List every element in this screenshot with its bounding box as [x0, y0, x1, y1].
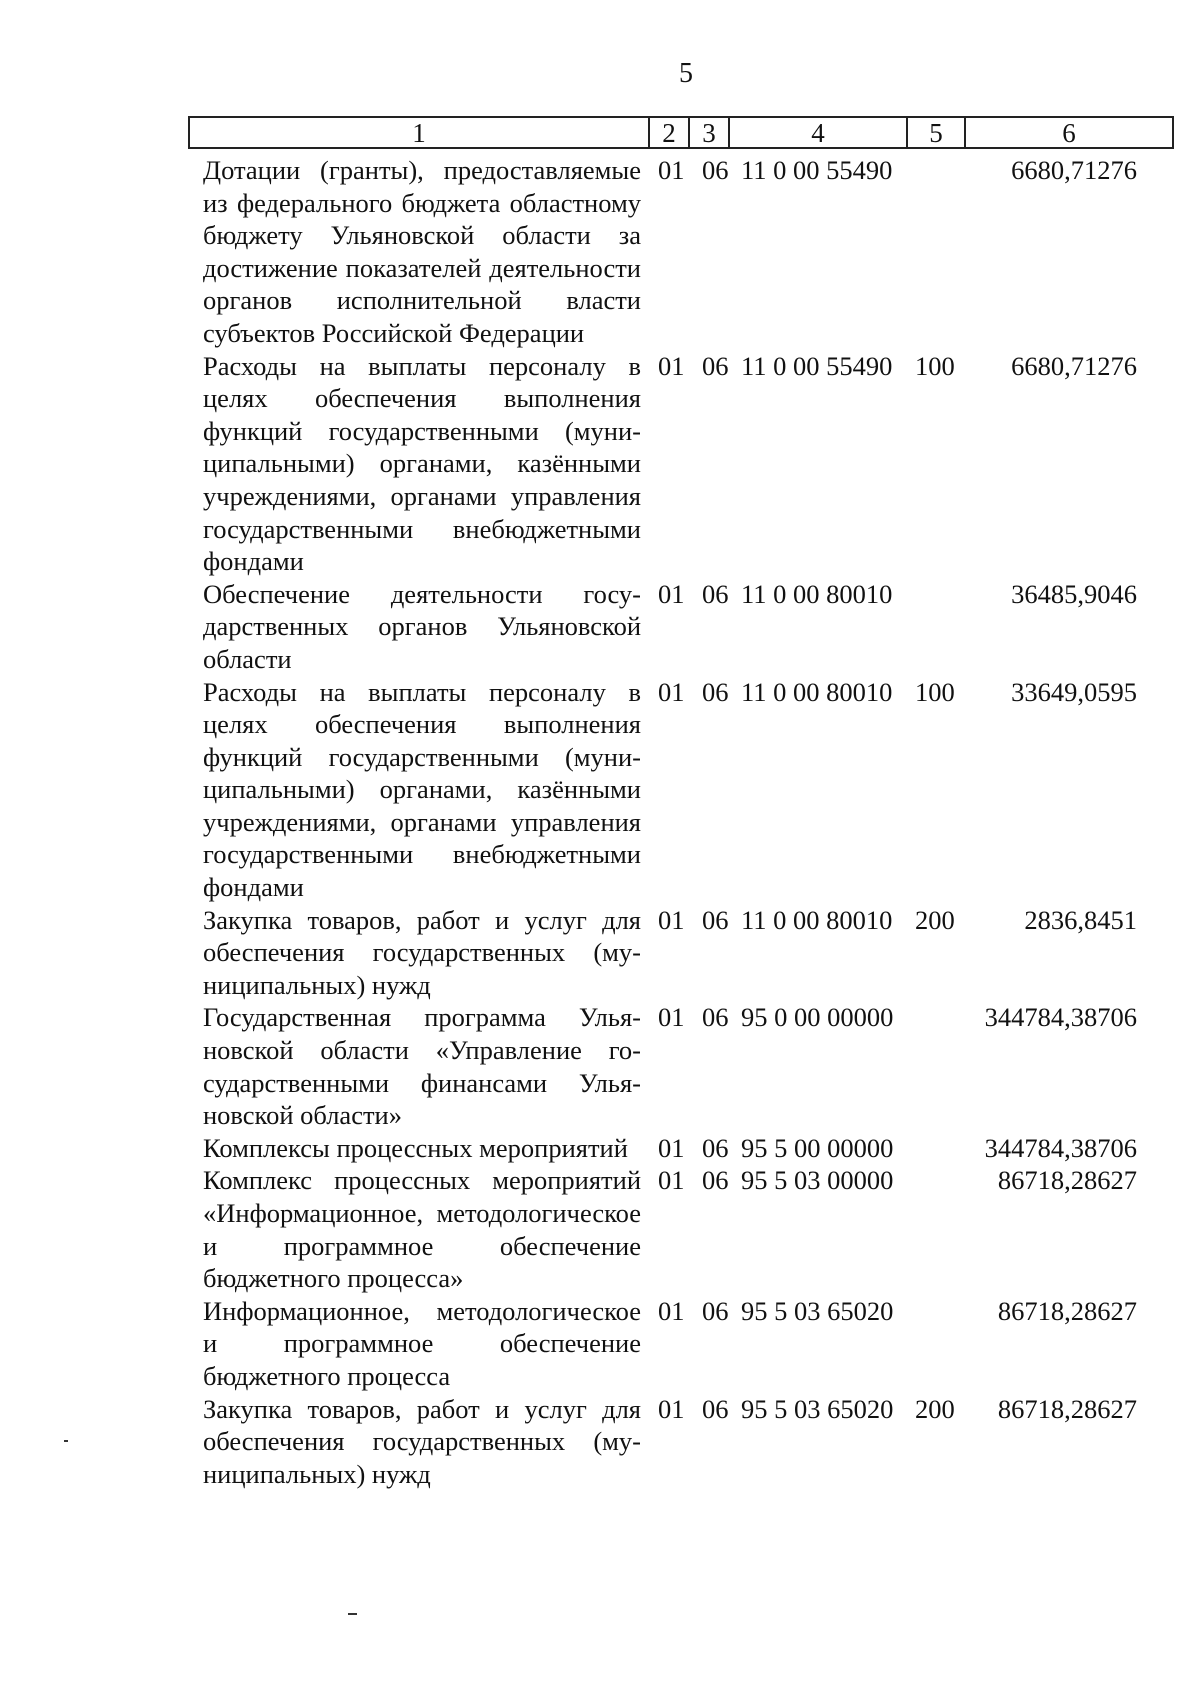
table-row — [203, 1132, 1200, 1165]
row-target-code: 95 5 03 00000 — [741, 1165, 894, 1196]
row-amount: 36485,9046 — [1011, 578, 1137, 609]
row-section: 01 — [658, 350, 685, 381]
row-section: 01 — [658, 676, 685, 707]
row-subsection: 06 — [702, 904, 729, 935]
header-col-2: 2 — [650, 118, 690, 147]
row-name: Расходы на выплаты персоналу в целях обеспечения выполнения функций государственными (муниципальными) органами, казёнными учреждениями, органами управления государственными внебюджетными фондами — [203, 676, 641, 903]
row-section: 01 — [658, 1132, 685, 1163]
row-subsection: 06 — [702, 155, 729, 185]
budget-table-body — [203, 154, 1200, 1490]
row-name: Закупка товаров, работ и услуг для обеспечения государственных (муниципальных) нужд — [203, 1393, 641, 1489]
row-name: Комплекс процессных мероприятий «Информационное, методологическое и программное обеспечение бюджетного процесса» — [203, 1165, 641, 1294]
scan-speck — [348, 1613, 357, 1615]
table-header-row — [188, 116, 1174, 149]
row-subsection: 06 — [702, 350, 729, 381]
table-row — [203, 1295, 1200, 1393]
row-subsection: 06 — [702, 578, 729, 609]
row-subsection: 06 — [702, 1132, 729, 1163]
row-target-code: 95 5 03 65020 — [741, 1393, 894, 1424]
row-target-code: 11 0 00 80010 — [741, 578, 893, 609]
table-row — [203, 676, 1200, 904]
row-target-code: 95 5 03 65020 — [741, 1295, 894, 1326]
row-target-code: 11 0 00 80010 — [741, 904, 893, 935]
row-name: Комплексы процессных мероприятий — [203, 1132, 628, 1163]
row-name: Информационное, методологическое и программное обеспечение бюджетного процесса — [203, 1295, 641, 1391]
row-expense-type: 200 — [915, 904, 955, 935]
header-col-1: 1 — [190, 118, 650, 147]
row-target-code: 95 5 00 00000 — [741, 1132, 894, 1163]
table-row — [203, 1393, 1200, 1491]
row-amount: 6680,71276 — [1011, 350, 1137, 381]
row-amount: 6680,71276 — [1011, 155, 1137, 185]
row-section: 01 — [658, 1002, 685, 1033]
row-name: Дотации (гранты), предоставляемые из федерального бюджета областному бюджету Ульяновской области за достижение показателей деятельности органов исполнительной власти субъектов Российской Федерации — [203, 155, 641, 348]
row-subsection: 06 — [702, 1002, 729, 1033]
row-expense-type: 200 — [915, 1393, 955, 1424]
table-row — [203, 1001, 1200, 1131]
row-name: Расходы на выплаты персоналу в целях обеспечения выполнения функций государственными (муниципальными) органами, казёнными учреждениями, органами управления государственными внебюджетными фондами — [203, 350, 641, 577]
row-target-code: 11 0 00 80010 — [741, 676, 893, 707]
row-target-code: 95 0 00 00000 — [741, 1002, 894, 1033]
row-subsection: 06 — [702, 1295, 729, 1326]
table-row — [203, 350, 1200, 578]
header-col-4: 4 — [730, 118, 908, 147]
row-amount: 344784,38706 — [984, 1002, 1137, 1033]
table-row — [203, 578, 1200, 676]
row-section: 01 — [658, 1295, 685, 1326]
header-col-3: 3 — [690, 118, 730, 147]
row-section: 01 — [658, 904, 685, 935]
row-subsection: 06 — [702, 1165, 729, 1196]
table-row — [203, 154, 1200, 350]
row-target-code: 11 0 00 55490 — [741, 155, 893, 185]
row-subsection: 06 — [702, 1393, 729, 1424]
row-amount: 86718,28627 — [997, 1165, 1137, 1196]
row-amount: 86718,28627 — [997, 1295, 1137, 1326]
row-subsection: 06 — [702, 676, 729, 707]
row-expense-type: 100 — [915, 676, 955, 707]
row-section: 01 — [658, 1165, 685, 1196]
row-name: Закупка товаров, работ и услуг для обеспечения государственных (муниципальных) нужд — [203, 904, 641, 1000]
scan-speck — [64, 1440, 68, 1442]
row-target-code: 11 0 00 55490 — [741, 350, 893, 381]
row-expense-type: 100 — [915, 350, 955, 381]
header-col-6: 6 — [1062, 118, 1076, 148]
row-section: 01 — [658, 578, 685, 609]
table-row — [203, 1164, 1200, 1294]
row-section: 01 — [658, 155, 685, 185]
row-name: Государственная программа Ульяновской области «Управление государственными финансами Ульяновской области» — [203, 1002, 641, 1131]
row-name: Обеспечение деятельности государственных органов Ульяновской области — [203, 578, 641, 674]
table-row — [203, 904, 1200, 1002]
row-amount: 2836,8451 — [1024, 904, 1137, 935]
page-number: 5 — [679, 58, 693, 89]
row-amount: 33649,0595 — [1011, 676, 1137, 707]
row-amount: 344784,38706 — [984, 1132, 1137, 1163]
row-amount: 86718,28627 — [997, 1393, 1137, 1424]
row-section: 01 — [658, 1393, 685, 1424]
header-col-5: 5 — [908, 118, 966, 147]
